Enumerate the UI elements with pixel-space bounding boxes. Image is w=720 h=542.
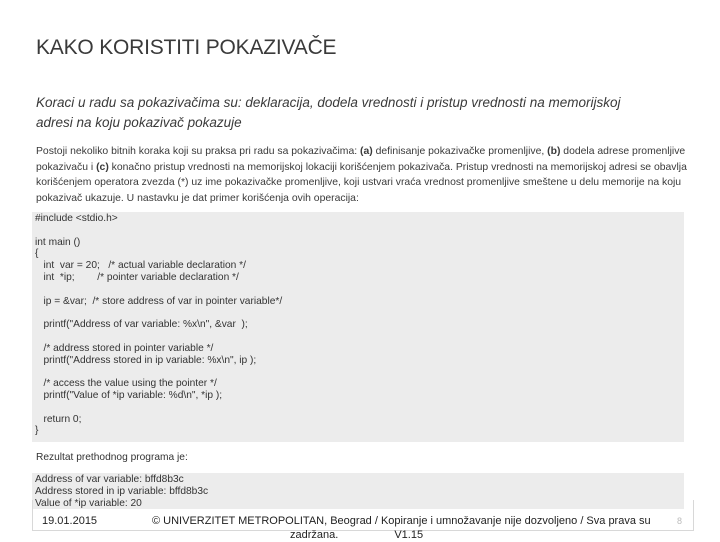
body-text-part: Postoji nekoliko bitnih koraka koji su praksa pri radu sa pokazivačima:: [36, 146, 360, 157]
footer-version: V1.15: [394, 529, 424, 541]
code-block: [32, 212, 684, 442]
body-paragraph: [36, 144, 696, 206]
body-text-part: definisanje pokazivačke promenljive,: [372, 146, 548, 157]
copyright-line-1: © UNIVERZITET METROPOLITAN, Beograd / Kopiranje i umnožavanje nije dozvoljeno / Sva prava su: [152, 515, 651, 527]
step-a-label: (a): [360, 146, 373, 157]
body-text-part: dodela adrese promenljive pokazivaču i: [36, 146, 686, 173]
slide-title: KAKO KORISTITI POKAZIVAČE: [36, 36, 337, 59]
slide-subtitle: Koraci u radu sa pokazivačima su: deklaracija, dodela vrednosti i pristup vrednosti na memorijskoj adresi na koju pokazivač pokazuje: [36, 95, 621, 130]
footer-date: 19.01.2015: [42, 515, 98, 527]
step-b-label: (b): [547, 146, 561, 157]
copyright-line-2: zadržana.: [290, 529, 339, 541]
step-c-label: (c): [96, 161, 109, 173]
footer-copyright: [152, 514, 682, 542]
body-text-part: konačno pristup vrednosti na memorijskoj lokaciji korišćenjem pokazivača. Pristup vrednosti na memorijskoj adresi se obavlja korišćenjem operatora zvezda (*) uz ime pokazivačke promenljive, koji ustvari vraća vrednost promenljive smeštene u delu memorije na koju pokazivač ukazuje. U nastavku je dat primer korišćenja ovih operacija:: [36, 161, 687, 204]
result-label: Rezultat prethodnog programa je:: [36, 452, 188, 463]
page-number: 8: [677, 516, 683, 526]
code-listing: #include <stdio.h> int main () { int var = 20; /* actual variable declaration */ int *ip; /* pointer variable declaration */ ip = &var; /* store address of var in pointer variable*/ printf("Address of var variable: %x\n", &var ); /* address stored in pointer variable */ printf("Address stored in ip variable: %x\n", ip ); /* access the value using the pointer */ printf("Value of *ip variable: %d\n", *ip ); return 0; }: [35, 213, 283, 437]
program-output: Address of var variable: bffd8b3c Address stored in ip variable: bffd8b3c Value of *ip variable: 20: [35, 474, 209, 509]
